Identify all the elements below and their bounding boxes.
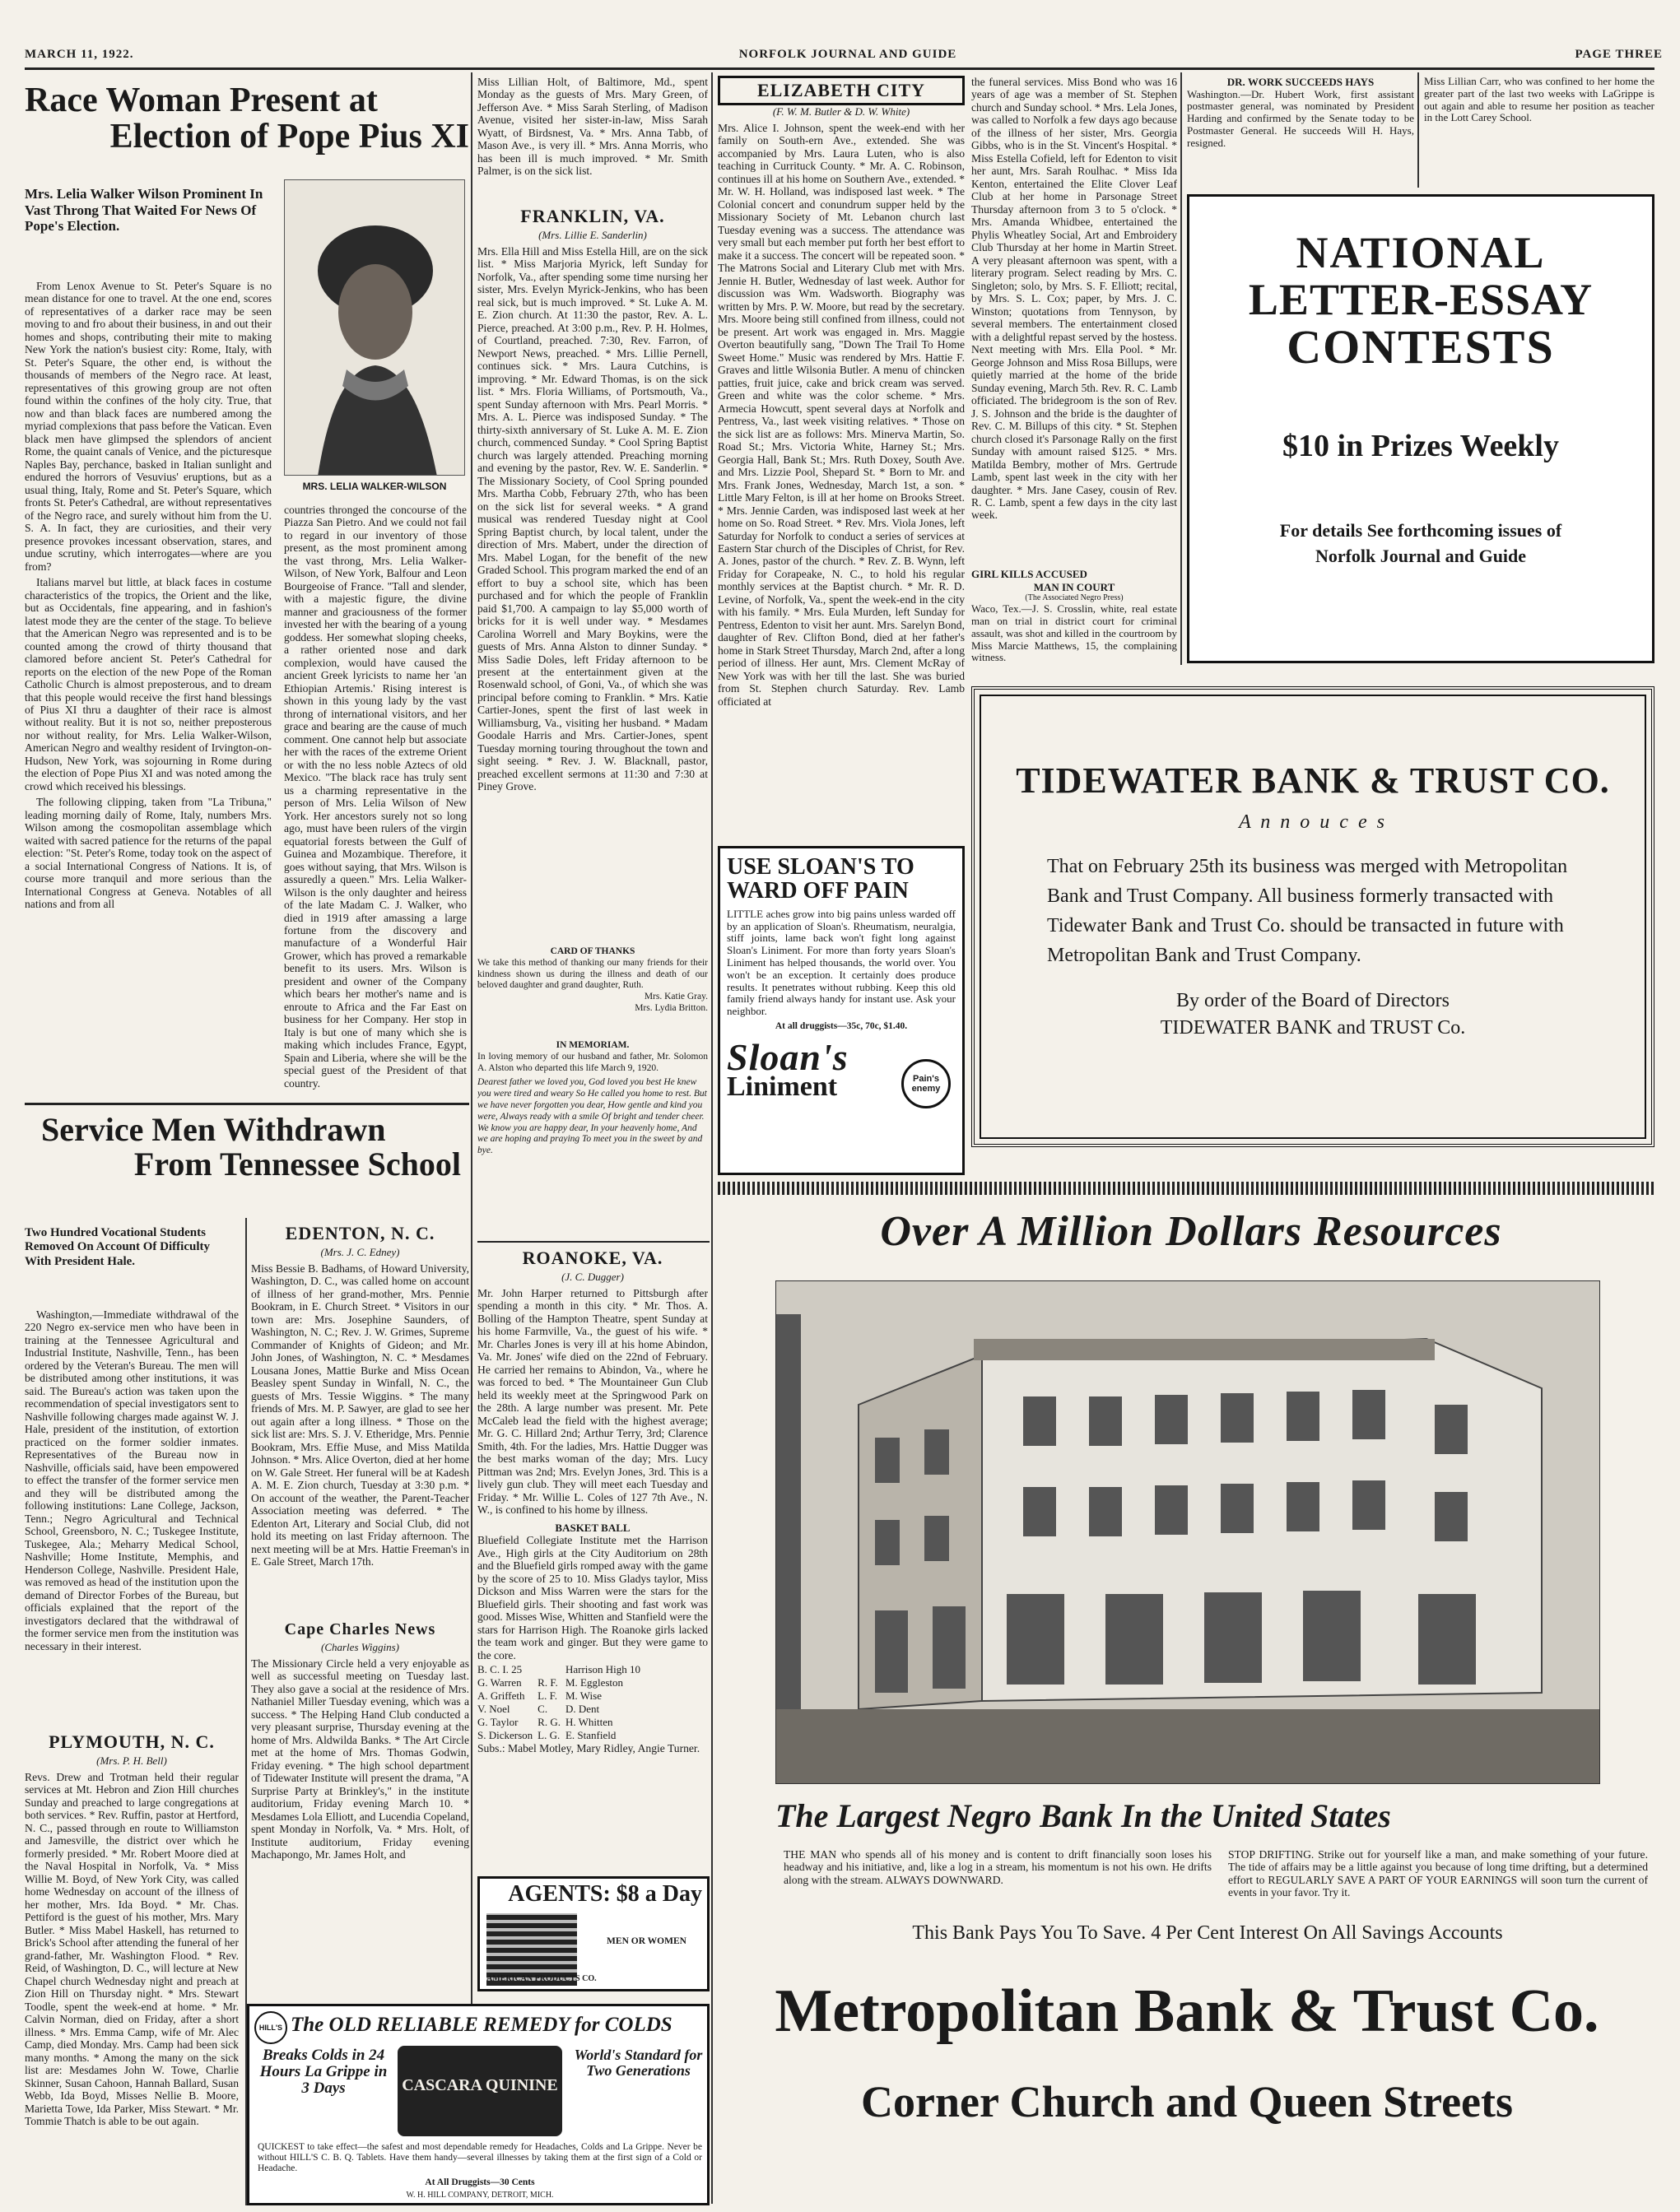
lineup-cell: G. Warren: [477, 1676, 522, 1689]
service-body: [25, 1308, 239, 1720]
lineup-cell: R. G.: [538, 1716, 561, 1729]
girl-body: Waco, Tex.—J. S. Crosslin, white, real estate man on trial in district court for criminal assault, was shot and killed in the courtroom by Miss Marcie Matthews, 15, the complaining witness.: [971, 602, 1177, 664]
metro-tagline: The Largest Negro Bank In the United States: [775, 1797, 1391, 1834]
sloan-logo-product: Liniment: [727, 1071, 838, 1103]
contest-line1: NATIONAL: [1296, 228, 1546, 277]
bank-building-illustration: [776, 1281, 1599, 1783]
in-memoriam: [477, 1040, 708, 1238]
pope-headline-line2: Election of Pope Pius XI: [109, 118, 469, 156]
franklin-title: FRANKLIN, VA.: [520, 206, 665, 226]
contest-line3: CONTESTS: [1287, 320, 1555, 374]
lineup-cell: E. Stanfield: [565, 1729, 617, 1742]
girl-press: (The Associated Negro Press): [1025, 593, 1124, 603]
work-body: Washington.—Dr. Hubert Work, first assistant postmaster general, was nominated by President Harding and confirmed by the Senate today to be Postmaster General. He succeeds Will H. Hays, resigned.: [1187, 87, 1414, 149]
pope-headline: [25, 82, 469, 173]
lineup-cell: M. Wise: [565, 1689, 602, 1703]
section-rule: [25, 1103, 469, 1105]
lineup-cell: R. F.: [538, 1676, 558, 1689]
card-body: We take this method of thanking our many friends for their kindness shown us during the illness and death of our beloved daughter and grand daughter, Ruth.: [477, 957, 708, 991]
lineup-cell: B. C. I. 25: [477, 1663, 523, 1676]
lineup-cell: [538, 1663, 565, 1676]
contest-detail-2: Norfolk Journal and Guide: [1315, 546, 1527, 567]
roanoke-body: Mr. John Harper returned to Pittsburgh after spending a month in this city. * Mr. Thos. A. Bolling of the Hampton Theatre, spent Sunday at his home Farmville, Va., the guest of his wife. * Mr. Charles Jones is very ill at his home Abindon, Va. Mr. Jones' wife died on the 22nd of February. He carried her remains to Abindon, Va., where he was forced to bed. * The Mountaineer Gun Club held its weekly meet at the Springwood Park on the 28th. A large number was present. Mr. Pete McCaleb lead the field with the highest average; Mr. G. C. Hillard 2nd; Arthur Terry, 3rd; Clarence Smith, 4th. For the ladies, Mrs. Hattie Dugger was the best marks woman of the day; Mrs. Lucy Pittman was 2nd; Mrs. Evelyn Jones, 3rd. This is a lively gun club. They will meet each Tuesday and Friday. * Mr. Willie L. Coles of 127 7th Ave., N. W., is confined to his home by illness.: [477, 1287, 708, 1517]
lineup-cell: A. Griffeth: [477, 1689, 525, 1703]
basketball-lineup: [477, 1663, 645, 1742]
section-rule: [477, 1241, 710, 1243]
page-number: PAGE THREE: [1575, 48, 1663, 61]
pope-body-col2: [284, 504, 467, 1113]
column-rule: [1417, 72, 1419, 188]
remedy-right: World's Standard for Two Generations: [574, 2047, 703, 2079]
agents-side: MEN OR WOMEN: [607, 1936, 686, 1946]
cape-charles-body: The Missionary Circle held a very enjoyable as well as successful meeting on Tuesday last. They also gave a social at the residence of Mrs. Nathaniel Miller Tuesday evening, which was a success. * The Helping Hand Club conducted a very pleasant surprise, Thursday evening at the home of Mrs. Aldwilda Banks. * The Art Circle met at the home of Mrs. Thomas Godwin, Friday evening. * The high school department of Tidewater Institute will present the drama, "A Surprise Party at Brinkley's," in the institute auditorium, Friday evening March 10. * Mesdames Lola Elliott, and Lucendia Copeland, spent Monday in Norfolk, Va. * Mrs. Holt, of Institute auditorium, Friday evening Machapongo, Mr. James Holt, and: [251, 1657, 469, 1861]
work-title: DR. WORK SUCCEEDS HAYS: [1226, 76, 1375, 88]
basketball-title: BASKET BALL: [555, 1521, 631, 1534]
lineup-row: [477, 1689, 645, 1703]
pains-enemy-badge-icon: Pain's enemy: [901, 1059, 951, 1108]
memoriam-poem: Dearest father we loved you, God loved you best He knew you were tired and weary So He called you home to rest. But we have never forgotten you dear, How gentle and kind you were, Always ready with a smile Of bright and tender cheer. We know you are happy dear, In your heavenly home, And we are hoping and praying To meet you in the sweet by and bye.: [477, 1077, 707, 1156]
tidewater-announces: A n n o u c e s: [1239, 811, 1387, 834]
hills-remedy-ad: [247, 2004, 710, 2205]
tidewater-sign-1: By order of the Board of Directors: [1176, 990, 1450, 1012]
remedy-price: At All Druggists—30 Cents: [425, 2177, 535, 2187]
issue-date: MARCH 11, 1922.: [25, 48, 134, 61]
plymouth-byline: (Mrs. P. H. Bell): [96, 1754, 167, 1767]
sloan-body: LITTLE aches grow into big pains unless warded off by an application of Sloan's. Rheumatism, neuralgia, stiff joints, lame back won't fight long against Sloan's Liniment. For more than forty years Sloan's Liniment has helped thousands, the world over. You won't be an exception. It certainly does produce results. It penetrates without rubbing. Keep this old family friend always handy for instant use. Ask your neighbor.: [727, 907, 956, 1018]
sloan-logo: [727, 1035, 956, 1104]
elizabeth-title: ELIZABETH CITY: [756, 80, 926, 100]
roanoke-byline: (J. C. Dugger): [561, 1271, 624, 1283]
cape-charles-byline: (Charles Wiggins): [321, 1641, 399, 1653]
remedy-box-label: CASCARA QUININE: [402, 2076, 558, 2094]
lineup-cell: S. Dickerson: [477, 1729, 533, 1742]
lineup-cell: V. Noel: [477, 1703, 510, 1716]
agents-ad: [477, 1876, 710, 1991]
plymouth-column: [25, 1728, 239, 2205]
contest-line2: LETTER-ESSAY: [1248, 274, 1594, 324]
elizabeth-body: Mrs. Alice I. Johnson, spent the week-end with her family on South-ern Ave., extended. She was accompanied by Mrs. Laura Luten, who is also teaching in Currituck County. * Mr. A. C. Robinson, continues ill at his home on Southern Ave., extended. * Mr. W. H. Holland, was indisposed last week. * The Colonial concert and conundrum supper held by the Missionary Society of Mt. Lebanon church last Tuesday evening was a success. The attendance was very small but each member put forth her best effort to make it a success. The concert will be repeated soon. * The Matrons Social and Literary Club met with Mrs. Jennie H. Butler, Wednesday of last week. Author for discussion was Wm. Wadsworth. Biography was written by Mrs. P. W. Moore, but read by the secretary. Mrs. Moore being still confined from illness, could not be present. Art work was engaged in. Mrs. Maggie Overton beautifully sang, "Down The Trail To Home Sweet Home." Music was rendered by Mrs. Hattie F. Graves and little Wilsonia Butler. A menu of chincken patties, fruit juice, cake and brick cream was served. Green and white was the color scheme. * Mrs. Armecia Howcutt, spent several days at Norfolk and Pentress, Va., last week visiting relatives. * Those on the sick list are as follows: Mrs. Minerva Martin, So. Road St.; Mrs. Victoria White, Harney St.; Mrs. Georgia Hall, Bank St.; Mrs. Ruth Doxey, South Ave. and Mrs. Lizzie Pool, Shepard St. * Born to Mr. and Mrs. Frank Jones, Wednesday, March 1st, a son. * Little Mary Felton, is ill at her home on Brooks Street. * Mrs. Jennie Carden, was indisposed last week at her home on So. Road Street. * Rev. Mrs. Viola Jones, left Saturday for Norfolk to conduct a series of services at Eastern Star church of the Disciples of Christ, for Rev. A. Jones, pastor of the church. * Rev. Z. B. Wynn, left Friday for Corapeake, N. C., to hold his regular monthly services at the Baptist church. * Mr. R. D. Levine, of Norfolk, Va., spent the week-end in the city with his family. * Mrs. Eula Murden, left Sunday for Pentress, Edenton to visit her aunt. Mrs. Sarelyn Bond, daughter of Rev. Clifton Bond, died at her father's home in Stark Street Thursday, March 2nd, after a long period of illness. Her aunt, Mrs. Clement McRay of New York was with her till the last. She was buried from St. Stephen church Saturday. Rev. Lamb officiated at: [718, 122, 965, 708]
edenton-byline: (Mrs. J. C. Edney): [320, 1246, 400, 1258]
card-of-thanks: [477, 946, 708, 1037]
agents-title: AGENTS: $8 a Day: [508, 1881, 702, 1907]
lineup-cell: L. F.: [538, 1689, 558, 1703]
lillian-carr-notice: Miss Lillian Carr, who was confined to her home the greater part of the last two weeks with LaGrippe is out again and able to resume her position as teacher in the Lott Carey School.: [1424, 76, 1654, 124]
card-title: CARD OF THANKS: [550, 946, 635, 956]
pope-paragraph: From Lenox Avenue to St. Peter's Square is no mean distance for one to travel. At the one end, scores of representatives of a darker race may be seen moving to and fro about their business, in and out their homes and shops, contributing their mite to making New York the nation's busiest city: Rome, Italy, with St. Peter's Square, the other end, is without the thousands of members of the Negro race. At least, representatives of this growing group are not often found within the confines of the holy city. True, that now and than black faces are numbered among the myriad complexions that pass before the Vatican. Even black men have glimpsed the splendors of ancient Rome, the quaint canals of Venice, and the picturesque Naples Bay, perchance, basked in Italian sunlight and endured the horrors of Vesuvius' eruptions, but as a usual thing, Italy, Rome and St. Peter's Square, which fronts St. Peter's Cathedral, are without representatives of the Negro race, and surely without him from the U. S. A. In fact, they are curiosities, and their very presence provokes incessant observation, stares, and undue scrutiny, which interrogates—where are you from?: [25, 280, 272, 573]
cape-charles-column: [251, 1617, 469, 1897]
service-headline-line2: From Tennessee School: [133, 1146, 461, 1183]
franklin-byline: (Mrs. Lillie E. Sanderlin): [538, 229, 647, 241]
metro-address: Corner Church and Queen Streets: [860, 2077, 1514, 2126]
girl-title-1: GIRL KILLS ACCUSED: [971, 568, 1087, 580]
dr-work-article: [1187, 76, 1414, 191]
pope-headline-line1: Race Woman Present at: [25, 82, 378, 119]
sloans-ad: [718, 846, 965, 1175]
franklin-column: [477, 202, 708, 943]
remedy-left: Breaks Colds in 24 Hours La Grippe in 3 Days: [259, 2047, 388, 2097]
elizabeth-city-column: [718, 76, 965, 841]
basketball-body: Bluefield Collegiate Institute met the Harrison Ave., High girls at the City Auditorium on 28th and the Bluefield girls romped away with the game by the score of 25 to 10. Miss Gladys taylor, Miss Dickson and Miss Warren were the stars for the Bluefield girls. Their shooting and fast work was good. Misses Wise, Whitten and Stanfield were the stars for Harrison High. The Roanoke girls lacked the team work and ginger. But they were game to the core.: [477, 1534, 708, 1661]
girl-title-2: MAN IN COURT: [1033, 580, 1115, 593]
agents-footer: AMERICAN PRODUCTS CO.: [486, 1974, 597, 1983]
lelia-walker-wilson-portrait: [284, 179, 465, 476]
pope-paragraph: The following clipping, taken from "La Tribuna," leading morning daily of Rome, Italy, numbers Mrs. Wilson among the cosmopolitan assemblage which waited with sacred patience for the returns of the papal election: "St. Peter's Rome, today took on the aspect of a social International Congress of Nations. It is, of course more tranquil and more serious than the International Congress at Geneva. Notables of all nations and from all: [25, 796, 272, 911]
sloan-title-1: USE SLOAN'S TO: [727, 854, 914, 880]
lineup-cell: H. Whitten: [565, 1716, 613, 1729]
card-signature: Mrs. Katie Gray.: [644, 992, 708, 1002]
column-rule: [711, 72, 713, 2204]
roanoke-column: [477, 1244, 708, 1861]
paper-name: NORFOLK JOURNAL AND GUIDE: [738, 48, 957, 61]
portrait-caption: MRS. LELIA WALKER-WILSON: [302, 481, 447, 492]
portrait-illustration: [285, 180, 465, 476]
contest-detail-1: For details See forthcoming issues of: [1279, 520, 1562, 541]
tidewater-bank-ad: [971, 686, 1654, 1147]
remedy-title: The OLD RELIABLE REMEDY for COLDS: [291, 2014, 672, 2036]
service-deck: Two Hundred Vocational Students Removed On Account Of Difficulty With President Hale.: [25, 1226, 210, 1268]
lineup-cell: G. Taylor: [477, 1716, 519, 1729]
lineup-subs: Subs.: Mabel Motley, Mary Ridley, Angie Turner.: [477, 1742, 700, 1755]
pope-paragraph: countries thronged the concourse of the Piazza San Pietro. And we could not fail to regard in our inventory of those present, as the most prominent among the vast throng, Mrs. Lelia Walker-Wilson, of New York, Balfour and Leon Bourgeoise of France. "Tall and slender, with a majestic figure, the divine manner and graciousness of the former invested her with the bearing of a young goddess. Her somewhat sloping cheeks, a rather oriented nose and dark complexion, would have caused the ancient Greek lyricists to name her 'an Ethiopian Artemis.' Rising interest is shown in this young lady by the vast throng of international visitors, and her grace and bearing are the cause of much comment. One cannot help but associate her with the races of the extreme Orient or with the no less noble Aztecs of old Mexico. "The black race has truly sent us a charming representative in the person of Mrs. Lelia Wilson of New York. Her ancestors surely not so long ago, must have been rulers of the virgin equatorial forests between the Gulf of Guinea and Mozambique. Therefore, it goes without saying, that Mrs. Wilson is assuredly a queen." Mrs. Lelia Walker-Wilson is the only daughter and heiress of the late Madam C. J. Walker, who died in 1919 after amassing a large fortune from the discovery and manufacture of a Wonderful Hair Grower, which has proved a remarkable benefit to its users. Mrs. Wilson is president and owner of the Company which bears her mother's name and is enroute to Africa and the Far East on business for her Company. Her stop in Italy is but one of many which she is making which includes France, Egypt, Spain and Liberia, where she will be the special guest of the President of that country.: [284, 504, 467, 1090]
metropolitan-bank-ad: [718, 1182, 1654, 2205]
sloan-title-2: WARD OFF PAIN: [727, 878, 909, 904]
edenton-body: Miss Bessie B. Badhams, of Howard University, Washington, D. C., was called home on account of illness of her grand-mother, Mrs. Pennie Bookram, in E. Church Street. * Visitors in our town are: Mrs. Josephine Saunders, of Washington, N. C.; Rev. J. W. Grimes, Supreme Commander of Knights of Gideon; and Mr. John Jones, of Washington, N. C. * Mesdames Lousana Jones, Mattie Burke and Miss Ocean Beasley spent Sunday in Winfall, N. C., the guests of Mrs. Tessie Wiggins. * The many friends of Mrs. M. P. Sawyer, are glad to see her out again after a long illness. * Those on the sick list are: Mrs. S. J. V. Etheridge, Mrs. Pennie Bookram, Mrs. Effie Muse, and Miss Matilda Johnson. * Mrs. Alice Overton, died at her home on W. Gale Street. Her funeral will be at Kadesh A. M. E. Zion church, Tuesday at 3:30 p.m. * On account of the weather, the Parent-Teacher Association meeting was deferred. * The Edenton Art, Literary and Social Club, did not hold its meeting on last Friday afternoon. The next meeting will be at Mrs. Hattie Freeman's in E. Gale Street, March 17th.: [251, 1262, 469, 1568]
girl-kills-article: [971, 568, 1177, 675]
ad-top-stripe: [718, 1182, 1654, 1195]
sloan-logo-name: Sloan's: [727, 1035, 849, 1078]
remedy-body: QUICKEST to take effect—the safest and most dependable remedy for Headaches, Colds and La Grippe. Never be without HILL'S C. B. Q. Tablets. Have them handy—several illnesses by taking them at the first sign of a Cold or Headache.: [258, 2142, 702, 2174]
lineup-cell: C.: [538, 1703, 548, 1716]
cape-charles-title: Cape Charles News: [284, 1620, 436, 1638]
tidewater-body: That on February 25th its business was merged with Metropolitan Bank and Trust Company. All business formerly transacted with Tidewater Bank and Trust Co. should be transacted in future with Metropolitan Bank and Trust Company.: [1047, 856, 1568, 967]
col4-top-body: the funeral services. Miss Bond who was 16 years of age was a member of St. Stephen church and Sunday school. * Mrs. Lela Jones, was called to Norfolk a few days ago because of the illness of her sister, Mrs. Georgia Gibbs, who is in the St. Vincent's Hospital. * Miss Estella Cofield, left for Edenton to visit her aunt, Mrs. Sarah Roulhac. * Miss Ida Kenton, entertained the Elite Clover Leaf Club at her home in Parsonage Street Thursday afternoon from 3 to 5 o'clock. * Mrs. Amanda Whidbee, entertained the Phylis Wheatley Social, Art and Embroidery Club Thursday at her home in Martin Street. A very pleasant afternoon was spent, with a literary program. Select reading by Mrs. C. Singleton; solo, by Mrs. S. F. Elliott; recital, by Mrs. S. L. Cox; paper, by Mrs. J. C. Winston; quotations from Tennyson, by several members. The entertainment closed with a delightful repast served by the hostess. Next meeting with Mrs. Ella Pool. * Mr. George Johnson and Miss Rosa Billups, were quietly married at the home of the bride Sunday evening, March 5th. Rev. R. C. Lamb officiated. The bridegroom is the son of Rev. J. S. Johnson and the bride is the daughter of Rev. C. M. Billups of this city. * St. Stephen church closed it's Parsonage Rally on the first Sunday with amount raised $125. * Mrs. Matilda Bembry, mother of Mrs. Gertrude Lamb, spent last week in the city with her daughter. * Mrs. Jane Casey, cousin of Rev. R. C. Lamb, spent a few days in the city last week.: [971, 76, 1177, 522]
franklin-body: Mrs. Ella Hill and Miss Estella Hill, are on the sick list. * Miss Marjoria Myrick, left Sunday for Norfolk, Va., after spending some time nursing her sister, Mrs. Evelyn Myrick-Jenkins, who has been real sick, but is much improved. * St. Luke A. M. E. Zion church. At 11:30 the pastor, Rev. A. L. Pierce, preached. At 3:00 p.m., Rev. P. H. Holmes, of Courtland, preached. 7:30, Rev. Farron, of Newport News, preached. * Mrs. Lillie Pernell, continues sick. * Mrs. Laura Cutchins, is improving. * Mr. Edward Thomas, is on the sick list. * Mrs. Floria Williams, of Portsmouth, Va., spent Sunday afternoon with Mrs. Pearl Morris. * Mrs. A. L. Pierce was indisposed Sunday. * The thirty-sixth anniversary of St. Luke A. M. E. Zion church, commenced Sunday. * Cool Spring Baptist church was largely attended. Preaching morning and evening by the pastor, Rev. W. E. Sanderlin. * The Missionary Society, of Cool Spring pounded Mrs. Martha Cobb, February 27th, who has been on the sick list for several weeks. * A grand musical was rendered Tuesday night at Cool Spring Baptist church, by local talent, under the direction of Mrs. Mabert, under the direction of Mrs. Mabel Logan, for the benefit of the new Graded School. This program marked the end of an effort to buy a school site, which has been purchased and for which the people of Franklin paid $1,700. A campaign to lay $5,000 worth of bricks for it is well under way. * Mesdames Carolina Worrell and Mary Boykins, were the guests of Mrs. Anna Alston to dinner Sunday. * Miss Sadie Doles, left Friday afternoon to be present at the entertainment given at the Rosenwald school, of Goni, Va., of which she was principal before coming to Franklin. * Mrs. Katie Cartier-Jones, spent the first of last week in Williamsburg, Va., visiting her husband. * Madam Goodale Harris and Mrs. Cartier-Jones, spent Tuesday morning touring throughout the town and sight seeing. * Rev. J. W. Blacknall, pastor, preached excellent sermons at 11:30 and 7:30 at Piney Grove.: [477, 245, 708, 793]
service-headline: [25, 1113, 469, 1211]
metro-right-copy: STOP DRIFTING. Strike out for yourself like a man, and make something of your future. The tide of affairs may be a little against you because of long time drifting, but a determined effort to REGULARLY SAVE A PART OF YOUR EARNINGS will soon turn the current of events in your favor. Try it.: [1228, 1848, 1648, 1899]
remedy-box-icon: [398, 2046, 562, 2136]
metro-interest: This Bank Pays You To Save. 4 Per Cent Interest On All Savings Accounts: [912, 1922, 1503, 1944]
lineup-cell: Harrison High 10: [565, 1663, 640, 1676]
column-rule: [471, 72, 472, 2204]
letter-essay-contest-ad: [1187, 194, 1654, 663]
lineup-cell: L. G.: [538, 1729, 561, 1742]
plymouth-body: Revs. Drew and Trotman held their regular services at Mt. Hebron and Zion Hill churches Sunday and preached to large congregations at both services. * Rev. Ruffin, pastor at Hertford, N. C., passed through en route to Williamston and Jamesville, the district over which he formerly presided. * Mr. Robert Moore died at the Naval Hospital in Norfolk, Va. * Miss Willie M. Boyd, of New York City, was called home Wednesday on account of the illness of her mother, Mrs. Ida Boyd. * Mr. Chas. Pettiford is the guest of his mother, Mrs. Mary Butler. * Miss Mabel Haskell, has returned to Brick's School after attending the funeral of her grand-father, Mr. Washington Flood. * Rev. Reid, of Washington, D. C., will lecture at New Chapel church Wednesday night and preach at Zion Hill on Thursday night. * Mrs. Stewart Toodle, spent the week-end at home. * Mr. Calvin Norman, died on Friday, after a short illness. * Mrs. Emma Camp, wife of Mr. Alec Camp, died Monday. Mrs. Camp had been sick many months. * Among the many on the sick list are: Mesdames John W. Towe, Charlie Skinner, Susan Cahoon, Hannah Ballard, Susan Webb, Ida Boyd, Misses Nellie B. Moore, Marietta Towe, Ida Parker, Miss Stewart. * Mr. Tommie Thatch is able to be out again.: [25, 1771, 239, 2128]
remedy-maker: W. H. HILL COMPANY, DETROIT, MICH.: [406, 2191, 554, 2200]
lineup-row: [477, 1729, 645, 1742]
metro-headline: Over A Million Dollars Resources: [880, 1208, 1502, 1255]
column-rule: [1180, 72, 1182, 665]
pope-deck: Mrs. Lelia Walker Wilson Prominent In Vast Throng That Waited For News Of Pope's Election.: [25, 186, 263, 235]
service-paragraph: Washington,—Immediate withdrawal of the 220 Negro ex-service men who have been in training at the Tennessee Agricultural and Industrial Institute, Nashville, Tenn., has been ordered by the Veteran's Bureau. The men will be distributed among other institutions, it was said. The Bureau's action was taken upon the recommendation of special investigators sent to Nashville following charges made against W. J. Hale, president of the institution, of extortion practiced on the former soldier inmates. Representatives of the Bureau now in Nashville, officials said, have been empowered to effect the transfer of the former service men and they will be distributed among the following institutions: Lane College, Jackson, Tenn.; Negro Agricultural and Technical School, Greensboro, N. C.; Tuskegee Institute, Tuskegee, Ala.; Meharry Medical School, Nashville; Home Institute, Memphis, and Henderson College, Nashville. President Hale, was removed as head of the institution upon the demand of Director Forbes of the Bureau, but officials explained that the report of the investigators declared that the withdrawal of the former service men from the institution was necessary in their interest.: [25, 1308, 239, 1652]
lineup-cell: M. Eggleston: [565, 1676, 624, 1689]
memoriam-title: IN MEMORIAM.: [556, 1040, 630, 1050]
masthead-rule: [25, 67, 1654, 70]
pope-paragraph: Italians marvel but little, at black faces in costume characteristics of the tropics, the Orient and the like, but as Occidentals, fine appearing, and in fashion's latest mode they are the center of the stage. To believe that the American Negro was represented and is to be counted among the crowd of thirty thousand that clamored before ancient St. Peter's Cathedral for reports on the election of the new Pope of the Roman Catholic Church is almost preposterous, and to dream that this people would receive the first hand blessings of Pius XI thru a daughter of their race is almost without reality. But it is not so, neither preposterous nor without reality, for Mrs. Lelia Walker-Wilson, American Negro and wealthy resident of Irvington-on-Hudson, New York, was sojourning in Rome during the election of Pope Pius XI and was noted among the crowd which received his blessings.: [25, 576, 272, 792]
lineup-row: [477, 1716, 645, 1729]
hills-badge-icon: HILL'S: [254, 2011, 287, 2044]
col2-top-body: Miss Lillian Holt, of Baltimore, Md., spent Monday as the guests of Mrs. Mary Green, of Jefferson Ave. * Miss Sarah Sterling, of Madison Avenue, visited her sister-in-law, Miss Sarah Wyatt, of Birdsnest, Va. * Mrs. Anna Tabb, of Mason Ave., is very ill. * Mrs. Anna Morris, who has been ill is much improved. * Mr. Smith Palmer, is on the sick list.: [477, 76, 708, 178]
pope-body-col1: [25, 280, 272, 1103]
card-signature: Mrs. Lydia Britton.: [635, 1002, 708, 1013]
tidewater-title: TIDEWATER BANK & TRUST CO.: [1016, 760, 1610, 801]
elizabeth-title-box: [718, 76, 965, 105]
lineup-header: [477, 1663, 645, 1676]
bank-building-photo: [775, 1280, 1600, 1784]
plymouth-title: PLYMOUTH, N. C.: [49, 1731, 215, 1752]
edenton-column: [251, 1220, 469, 1615]
contest-prize: $10 in Prizes Weekly: [1282, 429, 1559, 464]
lineup-cell: D. Dent: [565, 1703, 600, 1716]
metro-left-copy: THE MAN who spends all of his money and is content to drift financially soon loses his headway and his initiative, and, like a log in a stream, his momentum is not his own. He drifts along with the stream. ALWAYS DOWNWARD.: [784, 1848, 1212, 1886]
memoriam-body: In loving memory of our husband and father, Mr. Solomon A. Alston who departed this life March 9, 1920.: [477, 1051, 708, 1073]
tidewater-sign-2: TIDEWATER BANK and TRUST Co.: [1160, 1017, 1466, 1039]
lineup-row: [477, 1676, 645, 1689]
service-headline-line1: Service Men Withdrawn: [41, 1113, 386, 1148]
edenton-title: EDENTON, N. C.: [285, 1223, 435, 1243]
elizabeth-byline: (F. W. M. Butler & D. W. White): [772, 105, 910, 118]
sloan-price: At all druggists—35c, 70c, $1.40.: [775, 1021, 908, 1032]
metro-bank-name: Metropolitan Bank & Trust Co.: [775, 1977, 1599, 2045]
lineup-row: [477, 1703, 645, 1716]
roanoke-title: ROANOKE, VA.: [522, 1248, 663, 1268]
